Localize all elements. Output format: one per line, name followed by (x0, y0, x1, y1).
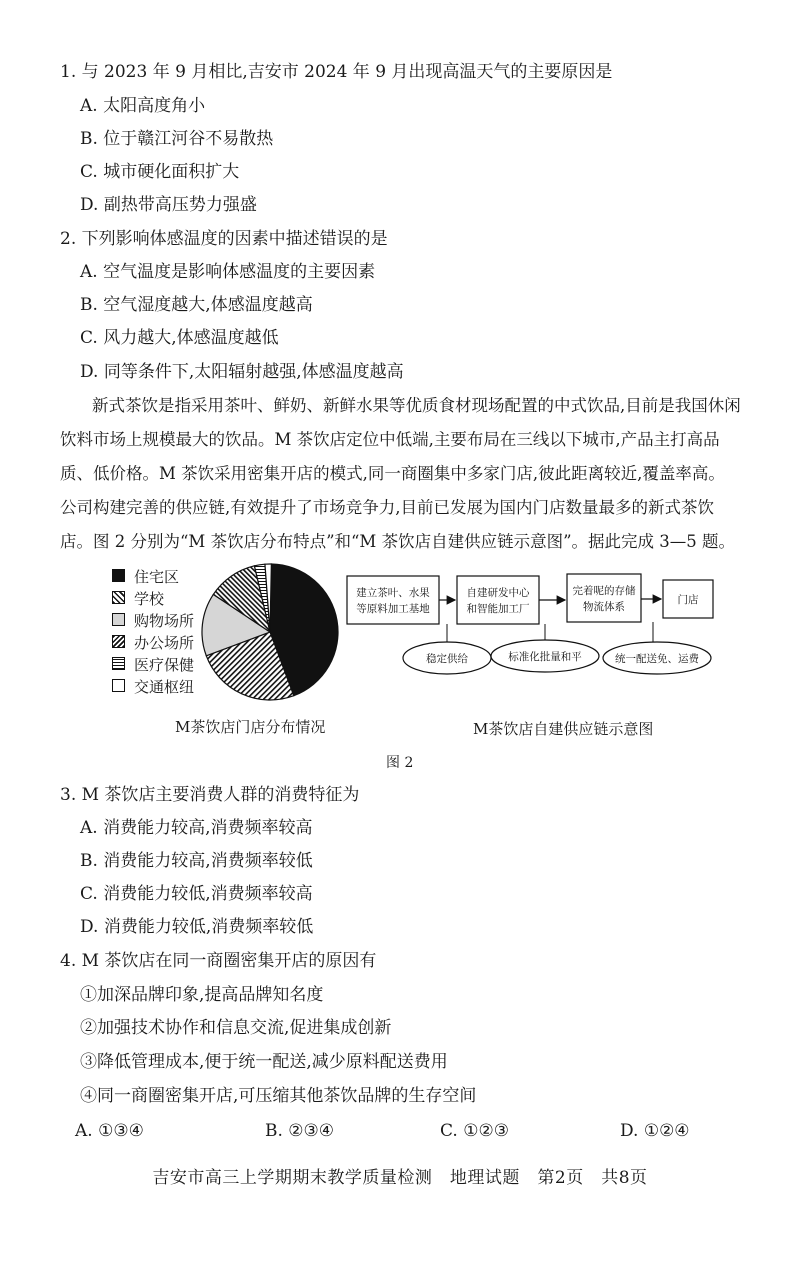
figure-label: 图 2 (386, 755, 414, 771)
question-4-stem: 4. M 茶饮店在同一商圈密集开店的原因有 (60, 951, 377, 971)
q2-option-b: B. 空气湿度越大,体感温度越高 (80, 295, 313, 315)
legend-label: 办公场所 (134, 634, 195, 652)
flow-box-text: 门店 (677, 594, 699, 606)
question-1-stem: 1. 与 2023 年 9 月相比,吉安市 2024 年 9 月出现高温天气的主要原因是 (60, 62, 613, 82)
question-3-stem: 3. M 茶饮店主要消费人群的消费特征为 (60, 785, 360, 805)
q4-statement-2: ②加强技术协作和信息交流,促进集成创新 (80, 1018, 392, 1038)
passage-line: 饮料市场上规模最大的饮品。M 茶饮店定位中低端,主要布局在三线以下城市,产品主打高品 (60, 430, 720, 449)
q4-statement-1: ①加深品牌印象,提高品牌知名度 (80, 985, 324, 1005)
legend-swatch (112, 657, 125, 670)
q3-option-d: D. 消费能力较低,消费频率较低 (80, 917, 314, 937)
q1-option-a: A. 太阳高度角小 (80, 96, 206, 116)
flow-box-text: 建立茶叶、水果 (356, 587, 430, 599)
legend-label: 购物场所 (134, 612, 195, 630)
q4-choice-a: A. ①③④ (75, 1121, 144, 1141)
q4-statement-3: ③降低管理成本,便于统一配送,减少原料配送费用 (80, 1052, 448, 1072)
flow-box-text: 等原料加工基地 (356, 603, 430, 615)
page-footer: 吉安市高三上学期期末教学质量检测 地理试题 第2页 共8页 (152, 1168, 648, 1188)
q3-option-c: C. 消费能力较低,消费频率较高 (80, 884, 313, 904)
flow-box-text: 物流体系 (583, 601, 625, 613)
legend-label: 住宅区 (134, 568, 180, 586)
legend-swatch (112, 613, 125, 626)
flow-box-rnd-factory (457, 576, 539, 624)
q2-option-a: A. 空气温度是影响体感温度的主要因素 (80, 262, 376, 282)
passage (60, 396, 750, 566)
legend-swatch (112, 679, 125, 692)
legend-label: 学校 (134, 590, 165, 608)
flow-box-text: 自建研发中心 (466, 587, 530, 599)
q1-option-c: C. 城市硬化面积扩大 (80, 162, 240, 182)
legend-swatch (112, 591, 125, 604)
q4-choice-c: C. ①②③ (440, 1121, 509, 1141)
q3-option-b: B. 消费能力较高,消费频率较低 (80, 851, 313, 871)
supply-chain-diagram (345, 570, 725, 680)
passage-line: 质、低价格。M 茶饮采用密集开店的模式,同一商圈集中多家门店,彼此距离较近,覆盖率高。 (60, 464, 725, 483)
flow-box-text: 和智能加工厂 (466, 603, 530, 615)
legend-swatch (112, 569, 125, 582)
flow-box-text: 完着呢的存储 (572, 585, 636, 597)
legend-swatch (112, 635, 125, 648)
flow-box-logistics (567, 574, 641, 622)
flow-oval-text: 稳定供给 (426, 653, 468, 665)
flow-caption: M茶饮店自建供应链示意图 (473, 720, 654, 738)
flow-box-raw-material-base (347, 576, 439, 624)
passage-line: 新式茶饮是指采用茶叶、鲜奶、新鲜水果等优质食材现场配置的中式饮品,目前是我国休闲 (92, 396, 741, 415)
q4-statement-4: ④同一商圈密集开店,可压缩其他茶饮品牌的生存空间 (80, 1086, 477, 1106)
legend-label: 医疗保健 (134, 656, 195, 674)
q1-option-b: B. 位于赣江河谷不易散热 (80, 129, 274, 149)
flow-oval-text: 标准化批量和平 (508, 651, 582, 663)
pie-caption: M茶饮店门店分布情况 (175, 718, 326, 736)
store-distribution-pie (198, 560, 342, 704)
q4-choice-d: D. ①②④ (620, 1121, 690, 1141)
q2-option-d: D. 同等条件下,太阳辐射越强,体感温度越高 (80, 362, 404, 382)
q1-option-d: D. 副热带高压势力强盛 (80, 195, 257, 215)
passage-line: 公司构建完善的供应链,有效提升了市场竞争力,目前已发展为国内门店数量最多的新式茶饮 (60, 498, 714, 517)
q3-option-a: A. 消费能力较高,消费频率较高 (80, 818, 313, 838)
q2-option-c: C. 风力越大,体感温度越低 (80, 328, 279, 348)
flow-oval-text: 统一配送免、运费 (615, 653, 699, 665)
legend-label: 交通枢纽 (134, 678, 195, 696)
question-2-stem: 2. 下列影响体感温度的因素中描述错误的是 (60, 229, 388, 249)
q4-choice-b: B. ②③④ (265, 1121, 335, 1141)
passage-line: 店。图 2 分别为“M 茶饮店分布特点”和“M 茶饮店自建供应链示意图”。据此完成 3—5 题。 (60, 532, 735, 551)
